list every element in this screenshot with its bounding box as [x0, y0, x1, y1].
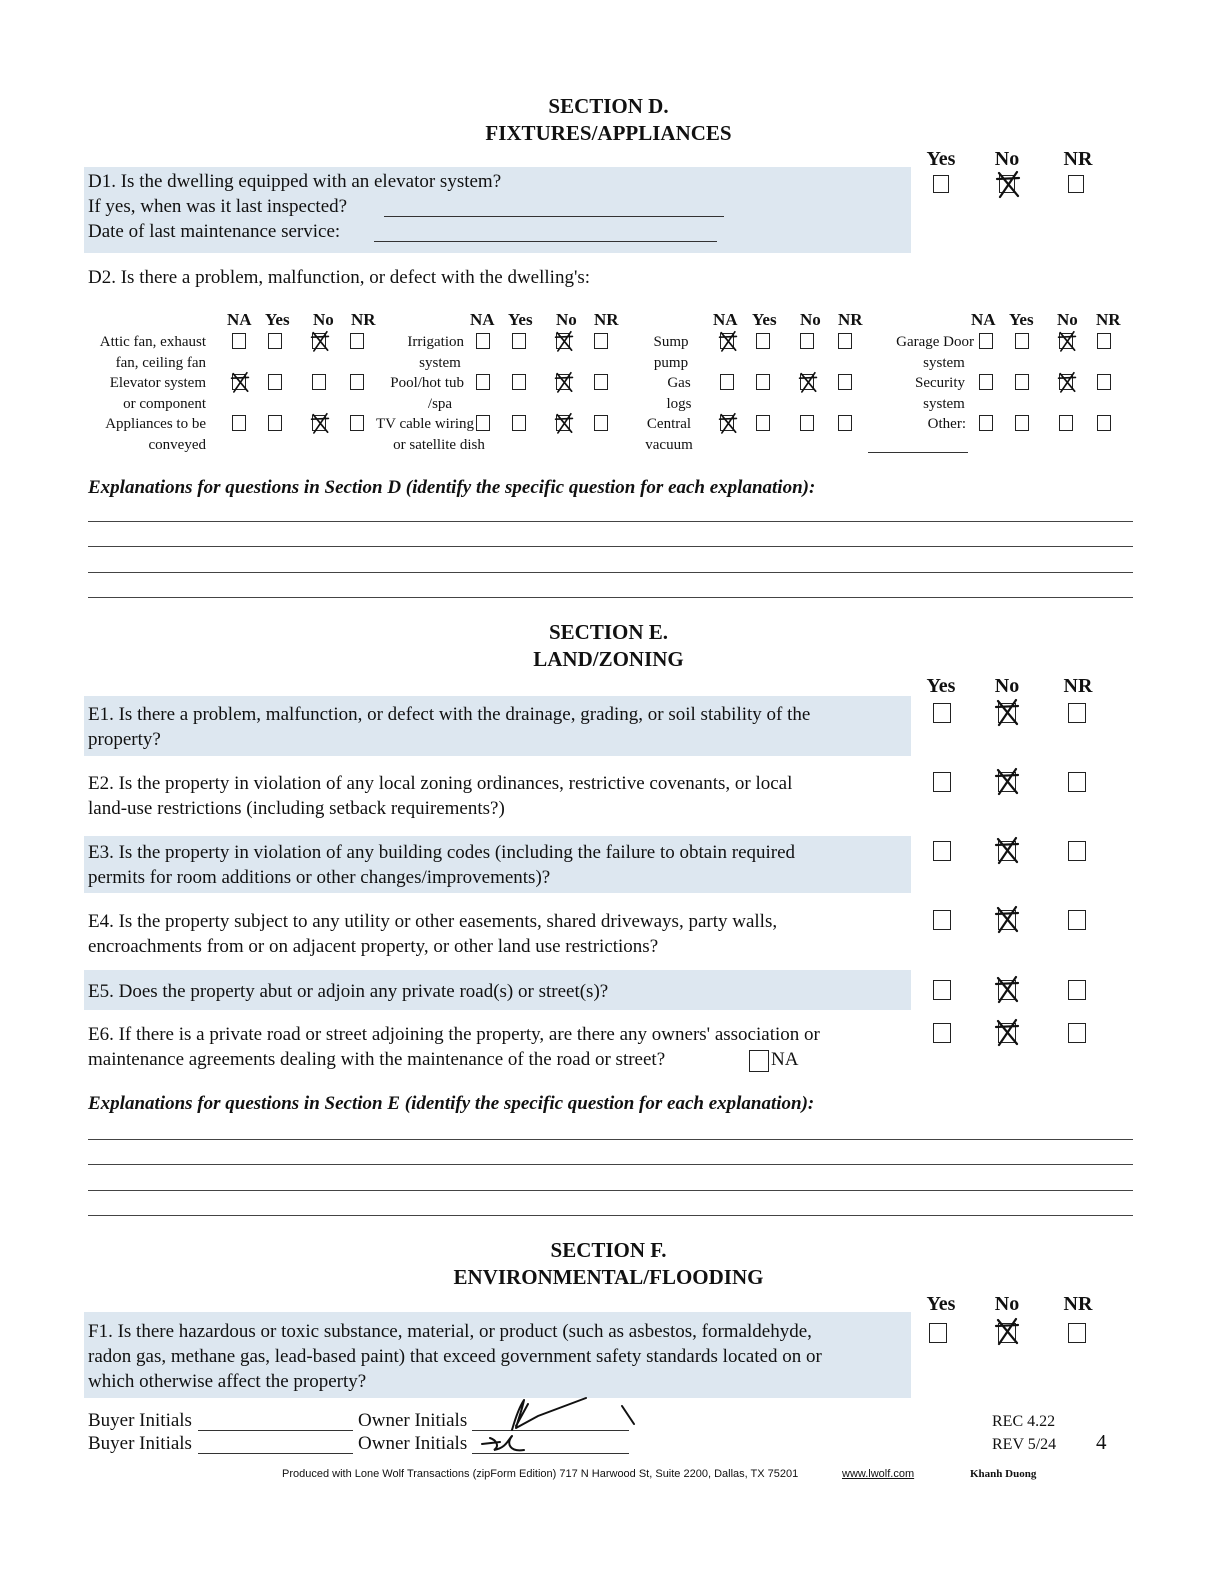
form-revision: REV 5/24: [992, 1436, 1057, 1453]
e5-yes-checkbox[interactable]: [933, 980, 951, 1000]
e1-no-checkmark: [990, 695, 1024, 729]
d1-yes-checkbox[interactable]: [933, 175, 949, 193]
d2-g1-yes: Yes: [265, 310, 290, 329]
section-d-subtitle: FIXTURES/APPLIANCES: [485, 121, 732, 145]
f1-yes-checkbox[interactable]: [929, 1323, 947, 1343]
section-f-subtitle: ENVIRONMENTAL/FLOODING: [453, 1265, 764, 1289]
d2-label-elevator-1: Elevator system: [109, 375, 206, 391]
e6-yes-checkbox[interactable]: [933, 1023, 951, 1043]
agent-name: Khanh Duong: [970, 1468, 1037, 1480]
d1-maintenance-label: Date of last maintenance service:: [88, 221, 341, 242]
section-e-explain-line[interactable]: [88, 1215, 1133, 1216]
d2-gas-logs-na-checkbox[interactable]: [720, 374, 734, 390]
d2-pool-hot-tub-yes-checkbox[interactable]: [512, 374, 526, 390]
d2-irrigation-nr-checkbox[interactable]: [594, 333, 608, 349]
f1-no-checkmark: [990, 1314, 1024, 1348]
e6-no-checkmark: [990, 1015, 1024, 1049]
d2-security-system-nr-checkbox[interactable]: [1097, 374, 1111, 390]
d2-pool-hot-tub-nr-checkbox[interactable]: [594, 374, 608, 390]
d2-appliances-conveyed-nr-checkbox[interactable]: [350, 415, 364, 431]
e4-question-line2: encroachments from or on adjacent property, or other land use restrictions?: [88, 936, 659, 957]
section-d-explain-line[interactable]: [88, 572, 1133, 573]
d2-irrigation-yes-checkbox[interactable]: [512, 333, 526, 349]
d1-nr-checkbox[interactable]: [1068, 175, 1084, 193]
d2-tv-cable-na-checkbox[interactable]: [476, 415, 490, 431]
f1-question-line3: which otherwise affect the property?: [88, 1371, 367, 1392]
d2-label-garage-2: system: [923, 355, 965, 371]
d2-appliances-conveyed-no-checkmark: [307, 410, 333, 436]
d2-central-vacuum-nr-checkbox[interactable]: [838, 415, 852, 431]
page-number: 4: [1096, 1430, 1107, 1454]
d2-garage-door-na-checkbox[interactable]: [979, 333, 993, 349]
e5-nr-checkbox[interactable]: [1068, 980, 1086, 1000]
d2-g2-nr: NR: [594, 310, 619, 329]
f-col-yes: Yes: [926, 1293, 956, 1315]
d2-other-nr-checkbox[interactable]: [1097, 415, 1111, 431]
d2-tv-cable-no-checkmark: [551, 410, 577, 436]
d2-security-system-na-checkbox[interactable]: [979, 374, 993, 390]
d1-maintenance-line[interactable]: [374, 241, 717, 242]
e3-question-line1: E3. Is the property in violation of any building codes (including the failure to obtain required: [88, 842, 796, 863]
d2-attic-fan-na-checkbox[interactable]: [232, 333, 246, 349]
d2-attic-fan-nr-checkbox[interactable]: [350, 333, 364, 349]
e6-nr-checkbox[interactable]: [1068, 1023, 1086, 1043]
section-e-explain-line[interactable]: [88, 1139, 1133, 1140]
section-e-subtitle: LAND/ZONING: [533, 647, 684, 671]
e1-yes-checkbox[interactable]: [933, 703, 951, 723]
form-code: REC 4.22: [992, 1413, 1056, 1430]
owner-initials-label-2: Owner Initials: [358, 1433, 468, 1454]
e-col-nr: NR: [1063, 675, 1093, 697]
e-col-yes: Yes: [926, 675, 956, 697]
e5-no-checkmark: [990, 972, 1024, 1006]
e4-nr-checkbox[interactable]: [1068, 910, 1086, 930]
d1-no-checkmark: [991, 167, 1025, 201]
e2-no-checkmark: [990, 764, 1024, 798]
f1-question-line1: F1. Is there hazardous or toxic substance, material, or product (such as asbestos, formaldehyde,: [88, 1321, 812, 1342]
d2-g4-nr: NR: [1096, 310, 1121, 329]
buyer-initials-line-1[interactable]: [198, 1430, 353, 1431]
d2-pool-hot-tub-no-checkmark: [551, 369, 577, 395]
e2-question-line2: land-use restrictions (including setback requirements?): [88, 798, 505, 819]
owner-initials-label-1: Owner Initials: [358, 1410, 468, 1431]
d2-attic-fan-no-checkmark: [307, 328, 333, 354]
d2-label-tv-1: TV cable wiring: [375, 416, 474, 432]
d2-label-security-2: system: [923, 396, 965, 412]
section-d-explain-line[interactable]: [88, 597, 1133, 598]
d2-g3-na: NA: [713, 310, 738, 329]
buyer-initials-line-2[interactable]: [198, 1453, 353, 1454]
d1-inspected-line[interactable]: [384, 216, 724, 217]
d-col-nr: NR: [1063, 148, 1093, 170]
section-d-explain-label: Explanations for questions in Section D (identify the specific question for each explanation):: [88, 477, 816, 498]
e2-question-line1: E2. Is the property in violation of any local zoning ordinances, restrictive covenants, or local: [88, 773, 793, 794]
d2-label-sump-1: Sump: [653, 334, 689, 350]
d2-g1-nr: NR: [351, 310, 376, 329]
e2-yes-checkbox[interactable]: [933, 772, 951, 792]
e4-no-checkmark: [990, 902, 1024, 936]
d2-label-attic-2: fan, ceiling fan: [115, 355, 206, 371]
e6-na-label: NA: [771, 1049, 799, 1070]
buyer-initials-label-2: Buyer Initials: [88, 1433, 192, 1454]
d2-g2-no: No: [556, 310, 577, 329]
e6-question-line2: maintenance agreements dealing with the maintenance of the road or street?: [88, 1049, 666, 1070]
e3-yes-checkbox[interactable]: [933, 841, 951, 861]
e5-question: E5. Does the property abut or adjoin any private road(s) or street(s)?: [88, 981, 609, 1002]
d2-g4-na: NA: [971, 310, 996, 329]
d2-label-irrigation-2: system: [419, 355, 461, 371]
section-f-title: SECTION F.: [550, 1238, 667, 1262]
d2-sump-pump-yes-checkbox[interactable]: [756, 333, 770, 349]
section-e-explain-label: Explanations for questions in Section E (identify the specific question for each explanation):: [88, 1093, 815, 1114]
e3-question-line2: permits for room additions or other changes/improvements)?: [88, 867, 551, 888]
d2-other-yes-checkbox[interactable]: [1015, 415, 1029, 431]
d2-g1-no: No: [313, 310, 334, 329]
d2-gas-logs-yes-checkbox[interactable]: [756, 374, 770, 390]
d2-label-elevator-2: or component: [123, 396, 206, 412]
d2-elevator-system-nr-checkbox[interactable]: [350, 374, 364, 390]
f1-question-line2: radon gas, methane gas, lead-based paint) that exceed government safety standards located on or: [88, 1346, 822, 1367]
lwolf-link[interactable]: www.lwolf.com: [842, 1468, 915, 1480]
d2-gas-logs-nr-checkbox[interactable]: [838, 374, 852, 390]
d2-appliances-conveyed-yes-checkbox[interactable]: [268, 415, 282, 431]
d2-label-gas-1: Gas: [667, 375, 691, 391]
e6-na-checkbox[interactable]: [749, 1050, 769, 1072]
d2-elevator-system-no-checkbox[interactable]: [312, 374, 326, 390]
section-e-explain-line[interactable]: [88, 1164, 1133, 1165]
d2-label-appliances-1: Appliances to be: [105, 416, 206, 432]
e-col-no: No: [994, 675, 1020, 697]
d2-sump-pump-no-checkbox[interactable]: [800, 333, 814, 349]
section-d-title: SECTION D.: [548, 94, 669, 118]
d2-tv-cable-nr-checkbox[interactable]: [594, 415, 608, 431]
d2-label-appliances-2: conveyed: [148, 437, 206, 453]
d2-g2-na: NA: [470, 310, 495, 329]
d2-pool-hot-tub-na-checkbox[interactable]: [476, 374, 490, 390]
d2-irrigation-na-checkbox[interactable]: [476, 333, 490, 349]
d2-tv-cable-yes-checkbox[interactable]: [512, 415, 526, 431]
d2-central-vacuum-no-checkbox[interactable]: [800, 415, 814, 431]
d2-question: D2. Is there a problem, malfunction, or defect with the dwelling's:: [88, 267, 591, 288]
d2-garage-door-no-checkmark: [1054, 328, 1080, 354]
owner-initials-signature: [476, 1392, 646, 1458]
produced-with-note: Produced with Lone Wolf Transactions (zipForm Edition) 717 N Harwood St, Suite 2200, Dallas, TX 75201: [282, 1468, 799, 1480]
e1-question-line2: property?: [88, 729, 161, 750]
section-d-explain-line[interactable]: [88, 521, 1133, 522]
e3-nr-checkbox[interactable]: [1068, 841, 1086, 861]
d2-label-vacuum-2: vacuum: [645, 437, 693, 453]
d2-label-pool-1: Pool/hot tub: [390, 375, 464, 391]
d2-security-system-no-checkmark: [1054, 369, 1080, 395]
buyer-initials-label-1: Buyer Initials: [88, 1410, 192, 1431]
d2-security-system-yes-checkbox[interactable]: [1015, 374, 1029, 390]
d2-other-line[interactable]: [868, 452, 968, 453]
d-col-yes: Yes: [926, 148, 956, 170]
d2-central-vacuum-na-checkmark: [715, 410, 741, 436]
f-col-nr: NR: [1063, 1293, 1093, 1315]
d2-sump-pump-na-checkmark: [715, 328, 741, 354]
e3-no-checkmark: [990, 833, 1024, 867]
d2-g3-yes: Yes: [752, 310, 777, 329]
d2-label-irrigation-1: Irrigation: [407, 334, 464, 350]
d2-garage-door-yes-checkbox[interactable]: [1015, 333, 1029, 349]
d2-label-security-1: Security: [915, 375, 965, 391]
d2-label-garage-1: Garage Door: [896, 334, 974, 350]
section-d-explain-line[interactable]: [88, 546, 1133, 547]
d2-attic-fan-yes-checkbox[interactable]: [268, 333, 282, 349]
d2-label-gas-2: logs: [666, 396, 692, 412]
e2-nr-checkbox[interactable]: [1068, 772, 1086, 792]
section-e-title: SECTION E.: [548, 620, 669, 644]
d2-label-tv-2: or satellite dish: [393, 437, 485, 453]
d2-elevator-system-yes-checkbox[interactable]: [268, 374, 282, 390]
d2-other-na-checkbox[interactable]: [979, 415, 993, 431]
d2-g1-na: NA: [227, 310, 252, 329]
d2-label-attic-1: Attic fan, exhaust: [99, 334, 206, 350]
e1-question-line1: E1. Is there a problem, malfunction, or defect with the drainage, grading, or soil stability of the: [88, 704, 811, 725]
d2-label-sump-2: pump: [653, 355, 689, 371]
section-e-explain-line[interactable]: [88, 1190, 1133, 1191]
d2-label-pool-2: /spa: [427, 396, 453, 412]
d2-g3-nr: NR: [838, 310, 863, 329]
f-col-no: No: [994, 1293, 1020, 1315]
d2-g4-yes: Yes: [1009, 310, 1034, 329]
e6-question-line1: E6. If there is a private road or street adjoining the property, are there any owners' association or: [88, 1024, 820, 1045]
e1-nr-checkbox[interactable]: [1068, 703, 1086, 723]
d1-inspected-label: If yes, when was it last inspected?: [88, 196, 348, 217]
f1-nr-checkbox[interactable]: [1068, 1323, 1086, 1343]
d2-g2-yes: Yes: [508, 310, 533, 329]
d2-label-vacuum-1: Central: [646, 416, 692, 432]
d2-other-no-checkbox[interactable]: [1059, 415, 1073, 431]
e4-yes-checkbox[interactable]: [933, 910, 951, 930]
d-col-no: No: [994, 148, 1020, 170]
d2-label-other: Other:: [927, 416, 966, 432]
d2-g4-no: No: [1057, 310, 1078, 329]
d2-garage-door-nr-checkbox[interactable]: [1097, 333, 1111, 349]
d2-g3-no: No: [800, 310, 821, 329]
d2-irrigation-no-checkmark: [551, 328, 577, 354]
d2-elevator-system-na-checkmark: [227, 369, 253, 395]
d2-appliances-conveyed-na-checkbox[interactable]: [232, 415, 246, 431]
d2-central-vacuum-yes-checkbox[interactable]: [756, 415, 770, 431]
d2-gas-logs-no-checkmark: [795, 369, 821, 395]
d1-question: D1. Is the dwelling equipped with an elevator system?: [88, 171, 502, 192]
d2-sump-pump-nr-checkbox[interactable]: [838, 333, 852, 349]
e4-question-line1: E4. Is the property subject to any utility or other easements, shared driveways, party walls,: [88, 911, 778, 932]
